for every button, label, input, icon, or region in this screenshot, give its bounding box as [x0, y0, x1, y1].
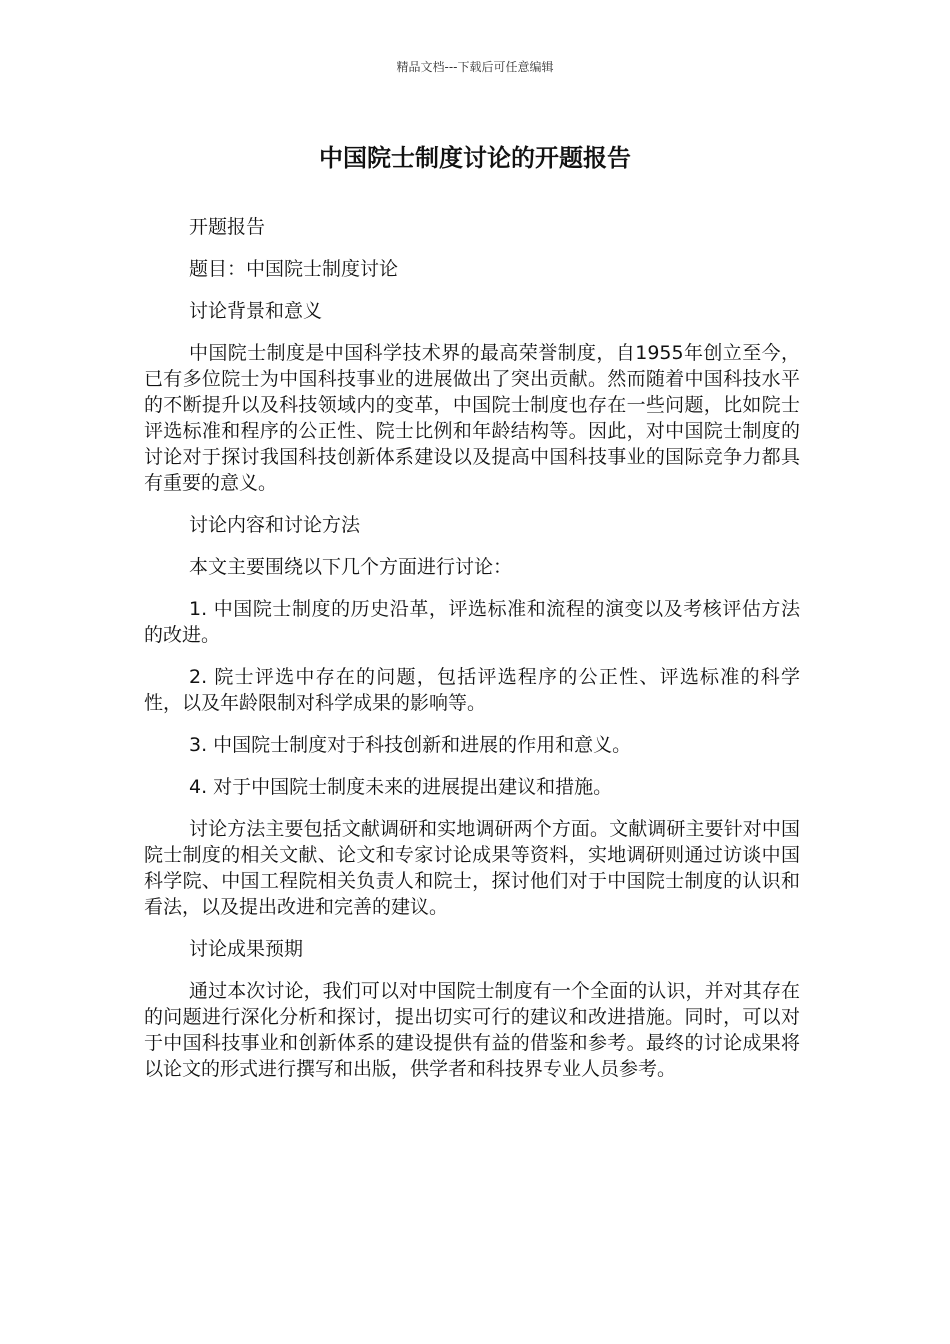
- paragraph-intro: 本文主要围绕以下几个方面进行讨论：: [189, 556, 513, 578]
- paragraph-expected-results: 通过本次讨论，我们可以对中国院士制度有一个全面的认识，并对其存在的问题进行深化分析和探讨，提出切实可行的建议和改进措施。同时，可以对于中国科技事业和创新体系的建设提供有益的借鉴和参考。最终的讨论成果将以论文的形式进行撰写和出版，供学者和科技界专业人员参考。: [144, 980, 800, 1080]
- paragraph-topic: 题目：中国院士制度讨论: [189, 258, 399, 280]
- list-item-1: 1. 中国院士制度的历史沿革，评选标准和流程的演变以及考核评估方法的改进。: [144, 598, 800, 646]
- list-item-3: 3. 中国院士制度对于科技创新和进展的作用和意义。: [189, 734, 632, 756]
- document-title: 中国院士制度讨论的开题报告: [319, 144, 631, 172]
- paragraph-report-label: 开题报告: [189, 216, 266, 238]
- header-note: 精品文档---下载后可任意编辑: [396, 60, 554, 74]
- document-body: [144, 214, 800, 1098]
- section-heading-background: 讨论背景和意义: [189, 300, 323, 322]
- paragraph-method: 讨论方法主要包括文献调研和实地调研两个方面。文献调研主要针对中国院士制度的相关文献、论文和专家讨论成果等资料，实地调研则通过访谈中国科学院、中国工程院相关负责人和院士，探讨他们对于中国院士制度的认识和看法，以及提出改进和完善的建议。: [144, 818, 800, 918]
- list-item-4: 4. 对于中国院士制度未来的进展提出建议和措施。: [189, 776, 613, 798]
- section-heading-content-method: 讨论内容和讨论方法: [189, 514, 361, 536]
- list-item-2: 2. 院士评选中存在的问题，包括评选程序的公正性、评选标准的科学性，以及年龄限制对科学成果的影响等。: [144, 666, 800, 714]
- paragraph-background: 中国院士制度是中国科学技术界的最高荣誉制度，自1955年创立至今，已有多位院士为中国科技事业的进展做出了突出贡献。然而随着中国科技水平的不断提升以及科技领域内的变革，中国院士制度也存在一些问题，比如院士评选标准和程序的公正性、院士比例和年龄结构等。因此，对中国院士制度的讨论对于探讨我国科技创新体系建设以及提高中国科技事业的国际竞争力都具有重要的意义。: [144, 342, 800, 494]
- section-heading-expected-results: 讨论成果预期: [189, 938, 304, 960]
